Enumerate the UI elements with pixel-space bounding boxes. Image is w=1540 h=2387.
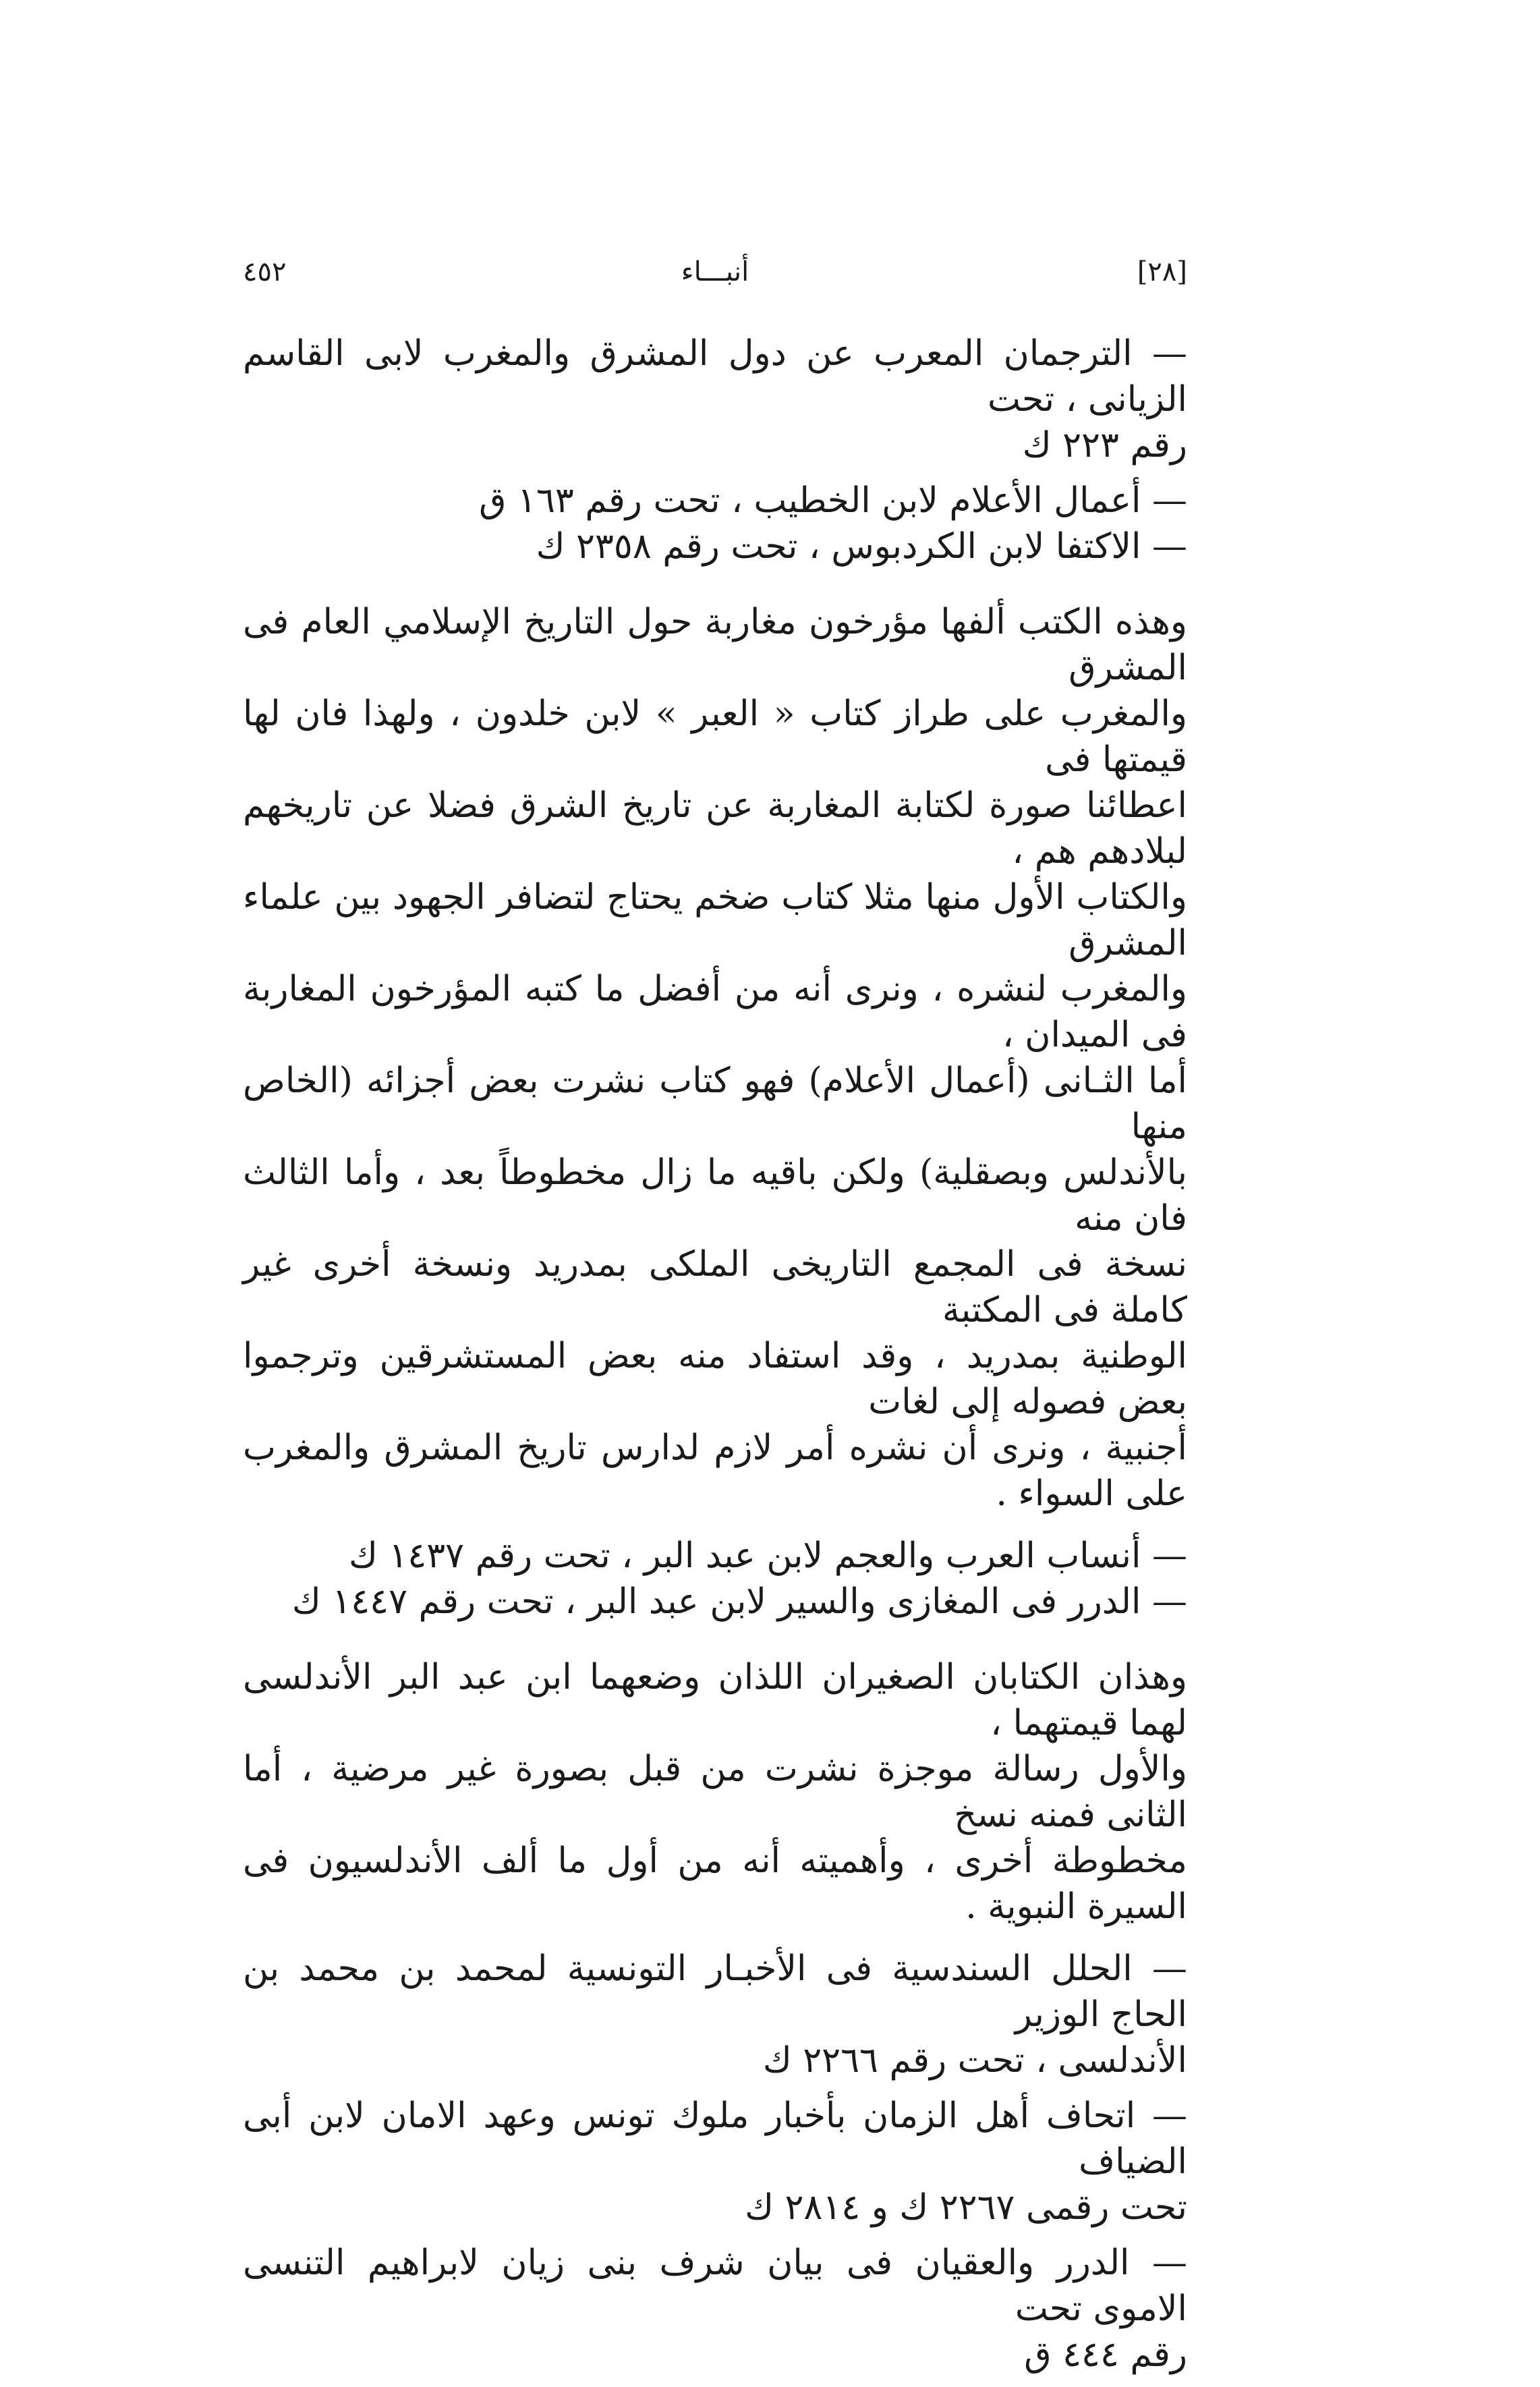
paragraph-line: وهذان الكتابان الصغيران اللذان وضعهما ابن عبد البر الأندلسى لهما قيمتهما ،	[243, 1657, 1187, 1743]
paragraph-1	[243, 599, 1187, 1517]
paragraph-line: والكتاب الأول منها مثلا كتاب ضخم يحتاج لتضافر الجهود بين علماء المشرق	[243, 877, 1187, 963]
list-item: — الترجمان المعرب عن دول المشرق والمغرب لابى القاسم الزيانى ، تحت	[243, 333, 1187, 420]
running-header	[243, 256, 1187, 304]
list-item: — أنساب العرب والعجم لابن عبد البر ، تحت رقم ١٤٣٧ ك	[348, 1536, 1187, 1576]
paragraph-line: بالأندلس وبصقلية) ولكن باقيه ما زال مخطوطاً بعد ، وأما الثالث فان منه	[243, 1152, 1187, 1239]
list-item-continuation: تحت رقمى ٢٢٦٧ ك و ٢٨١٤ ك	[745, 2187, 1187, 2228]
paragraph-line: أجنبية ، ونرى أن نشره أمر لازم لدارس تاريخ المشرق والمغرب على السواء .	[243, 1428, 1187, 1514]
page-content	[243, 256, 1187, 2387]
paragraph-line: أما الثـانى (أعمال الأعلام) فهو كتاب نشرت بعض أجزائه (الخاص منها	[243, 1061, 1187, 1147]
paragraph-line: الوطنية بمدريد ، وقد استفاد منه بعض المستشرقين وترجموا بعض فصوله إلى لغات	[243, 1336, 1187, 1422]
page-number: ٤٥٢	[243, 256, 287, 287]
reference-list-2	[243, 1533, 1187, 1625]
list-item: — أعمال الأعلام لابن الخطيب ، تحت رقم ١٦٣ ق	[479, 480, 1187, 521]
paragraph-line: والمغرب على طراز كتاب « العبر » لابن خلدون ، ولهذا فان لها قيمتها فى	[243, 694, 1187, 780]
paragraph-line: نسخة فى المجمع التاريخى الملكى بمدريد ونسخة أخرى غير كاملة فى المكتبة	[243, 1244, 1187, 1330]
reference-list-3	[243, 1946, 1187, 2378]
paragraph-line: والأول رسالة موجزة نشرت من قبل بصورة غير مرضية ، أما الثانى فمنه نسخ	[243, 1749, 1187, 1835]
list-item: — الاكتفا لابن الكردبوس ، تحت رقم ٢٣٥٨ ك	[536, 526, 1187, 567]
paragraph-line: مخطوطة أخرى ، وأهميته أنه من أول ما ألف الأندلسيون فى السيرة النبوية .	[243, 1841, 1187, 1927]
list-item-continuation: رقم ٤٤٤ ق	[1024, 2334, 1187, 2375]
list-item-continuation: رقم ٢٢٣ ك	[1022, 425, 1187, 466]
list-item: — الدرر والعقيان فى بيان شرف بنى زيان لابراهيم التنسى الاموى تحت	[243, 2243, 1187, 2329]
list-item-continuation: الأندلسى ، تحت رقم ٢٢٦٦ ك	[762, 2040, 1187, 2081]
running-title: أنبـــاء	[681, 256, 749, 287]
list-item: — اتحاف أهل الزمان بأخبار ملوك تونس وعهد الامان لابن أبى الضياف	[243, 2096, 1187, 2182]
section-number: [٢٨]	[1137, 256, 1187, 287]
paragraph-line: والمغرب لنشره ، ونرى أنه من أفضل ما كتبه المؤرخون المغاربة فى الميدان ،	[243, 969, 1187, 1055]
paragraph-line: وهذه الكتب ألفها مؤرخون مغاربة حول التاريخ الإسلامي العام فى المشرق	[243, 602, 1187, 688]
reference-list-1	[243, 331, 1187, 569]
paragraph-line: اعطائنا صورة لكتابة المغاربة عن تاريخ الشرق فضلا عن تاريخهم لبلادهم هم ،	[243, 785, 1187, 872]
list-item: — الدرر فى المغازى والسير لابن عبد البر ، تحت رقم ١٤٤٧ ك	[291, 1581, 1187, 1622]
paragraph-2	[243, 1654, 1187, 1930]
list-item: — الحلل السندسية فى الأخبـار التونسية لمحمد بن محمد بن الحاج الوزير	[243, 1948, 1187, 2035]
